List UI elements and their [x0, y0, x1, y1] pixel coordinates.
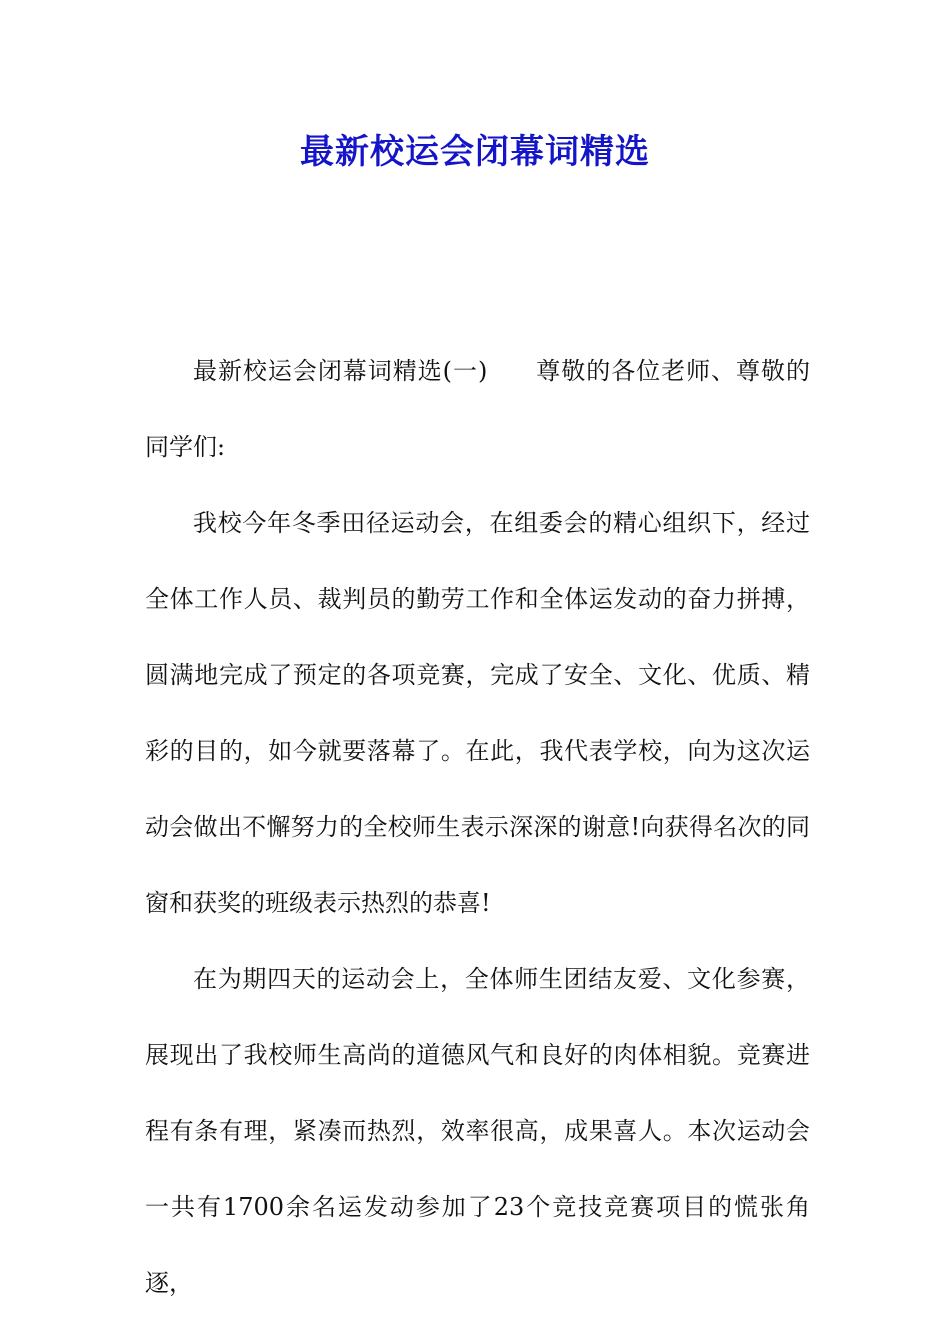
- paragraph-greeting: [145, 333, 810, 485]
- paragraph-2: 在为期四天的运动会上，全体师生团结友爱、文化参赛，展现出了我校师生高尚的道德风气和良好的肉体相貌。竞赛进程有条有理，紧凑而热烈，效率很高，成果喜人。本次运动会一共有1700余名运发动参加了23个竞技竞赛项目的慌张角逐，: [145, 965, 810, 1297]
- paragraph-1: 我校今年冬季田径运动会，在组委会的精心组织下，经过全体工作人员、裁判员的勤劳工作和全体运发动的奋力拼搏，圆满地完成了预定的各项竞赛，完成了安全、文化、优质、精彩的目的，如今就要落幕了。在此，我代表学校，向为这次运动会做出不懈努力的全校师生表示深深的谢意!向获得名次的同窗和获奖的班级表示热烈的恭喜!: [145, 509, 810, 917]
- document-title: 最新校运会闭幕词精选: [300, 132, 650, 172]
- document-body: [145, 333, 810, 1321]
- section-heading: 最新校运会闭幕词精选(一): [193, 357, 488, 385]
- greeting-text: 尊敬的各位老师、尊敬的同学们:: [145, 357, 810, 461]
